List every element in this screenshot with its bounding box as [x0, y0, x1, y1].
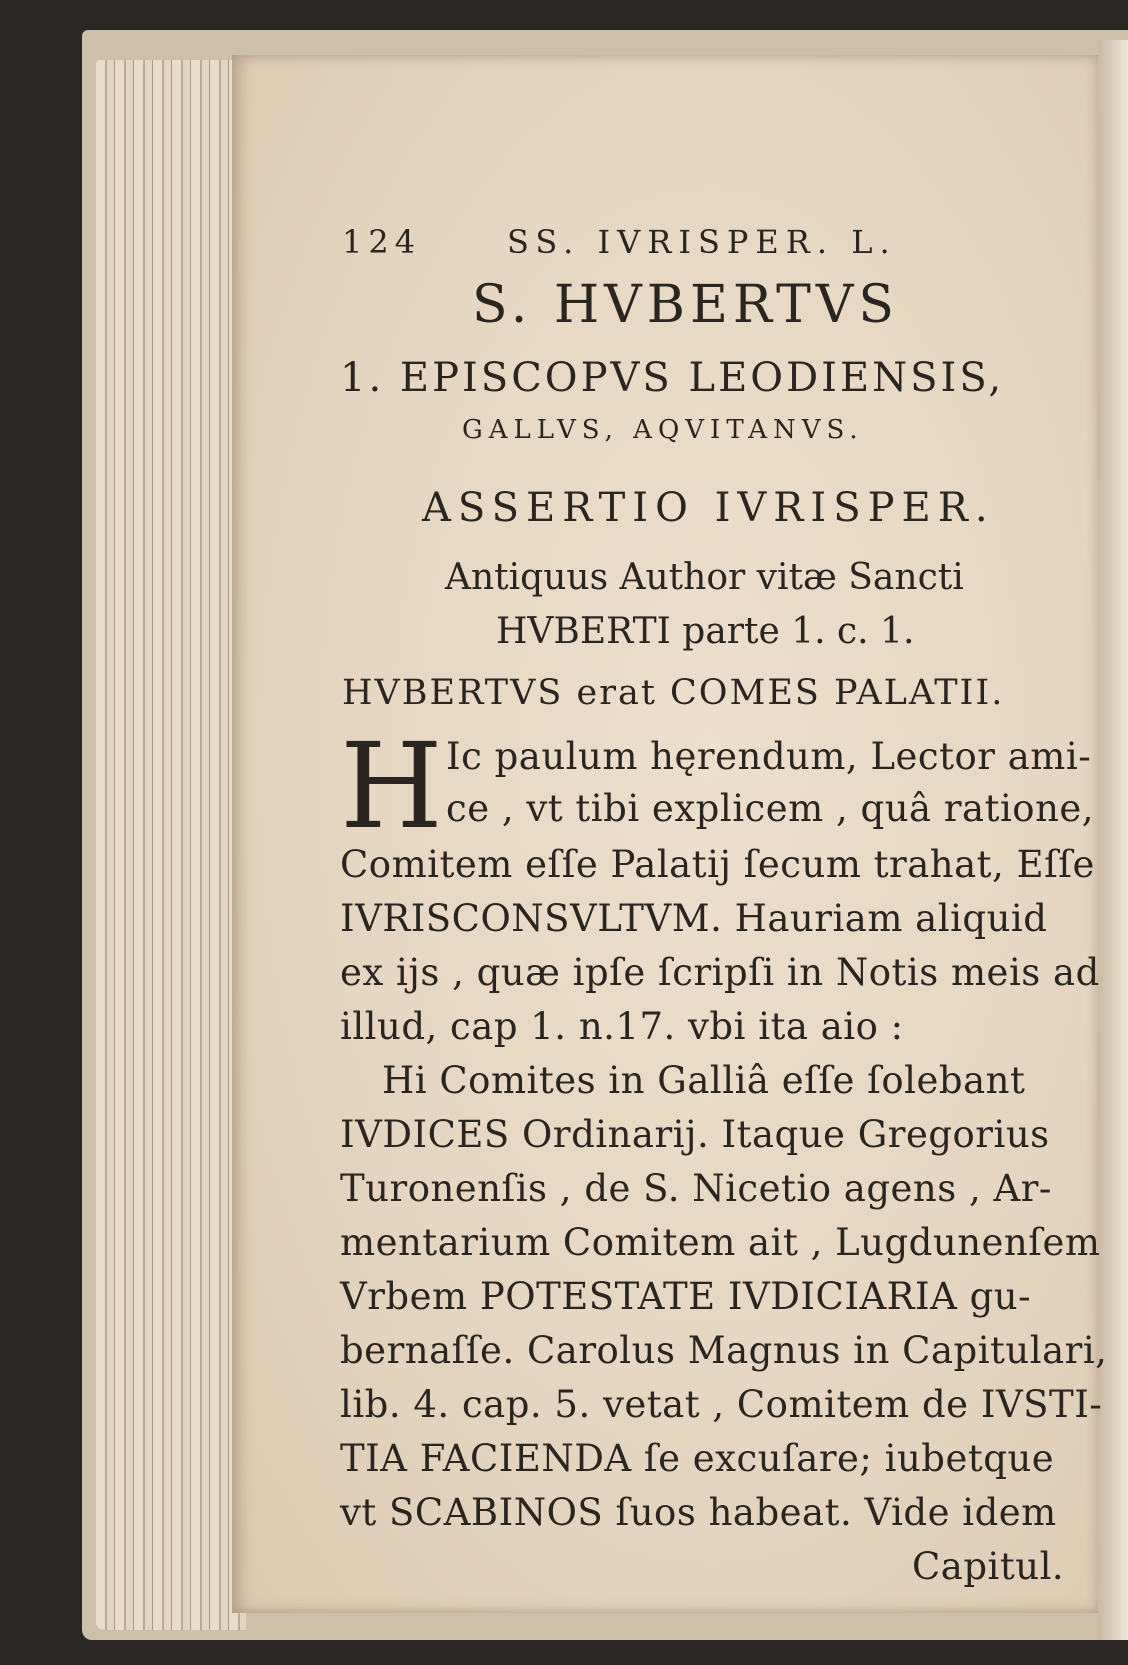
- body-line: IVRISCONSVLTVM. Hauriam aliquid: [340, 897, 1048, 940]
- body-line: TIA FACIENDA ſe excuſare; iubetque: [340, 1437, 1055, 1480]
- source-line: HVBERTI parte 1. c. 1.: [496, 611, 915, 652]
- body-line: Hi Comites in Galliâ eſſe ſolebant: [382, 1059, 1026, 1102]
- body-line: Ic paulum hęrendum, Lector ami-: [446, 735, 1092, 778]
- page-edges: [96, 60, 246, 1630]
- section-heading: ASSERTIO IVRISPER.: [422, 485, 995, 531]
- page-number: 124: [342, 223, 422, 261]
- body-line: bernaſſe. Carolus Magnus in Capitulari,: [340, 1329, 1108, 1372]
- body-line: illud, cap 1. n.17. vbi ita aio :: [340, 1005, 904, 1048]
- source-line: Antiquus Author vitæ Sancti: [445, 557, 964, 598]
- body-line: Vrbem POTESTATE IVDICIARIA gu-: [340, 1275, 1032, 1318]
- catchword: Capitul.: [912, 1545, 1065, 1588]
- body-line: IVDICES Ordinarij. Itaque Gregorius: [340, 1113, 1050, 1156]
- body-line: Comitem eſſe Palatij ſecum trahat, Eſſe: [340, 843, 1095, 886]
- drop-cap: H: [340, 717, 443, 855]
- body-line: mentarium Comitem ait , Lugdunenſem: [340, 1221, 1101, 1264]
- subtitle-line: 1. EPISCOPVS LEODIENSIS,: [340, 355, 1005, 401]
- body-line: ex ijs , quæ ipſe ſcripſi in Notis meis ad: [340, 951, 1100, 994]
- body-line: vt SCABINOS ſuos habeat. Vide idem: [340, 1491, 1057, 1534]
- body-line: Turonenſis , de S. Nicetio agens , Ar-: [340, 1167, 1052, 1210]
- running-head: SS. IVRISPER. L.: [507, 223, 897, 261]
- page-text: [232, 55, 1108, 1613]
- source-line: HVBERTVS erat COMES PALATII.: [342, 673, 1005, 713]
- book-page: [232, 55, 1108, 1613]
- body-line: ce , vt tibi explicem , quâ ratione,: [446, 787, 1095, 830]
- facing-page-edge: [1098, 40, 1128, 1640]
- body-line: lib. 4. cap. 5. vetat , Comitem de IVSTI-: [340, 1383, 1103, 1426]
- origin-line: GALLVS, AQVITANVS.: [462, 415, 864, 445]
- page-title: S. HVBERTVS: [472, 275, 899, 335]
